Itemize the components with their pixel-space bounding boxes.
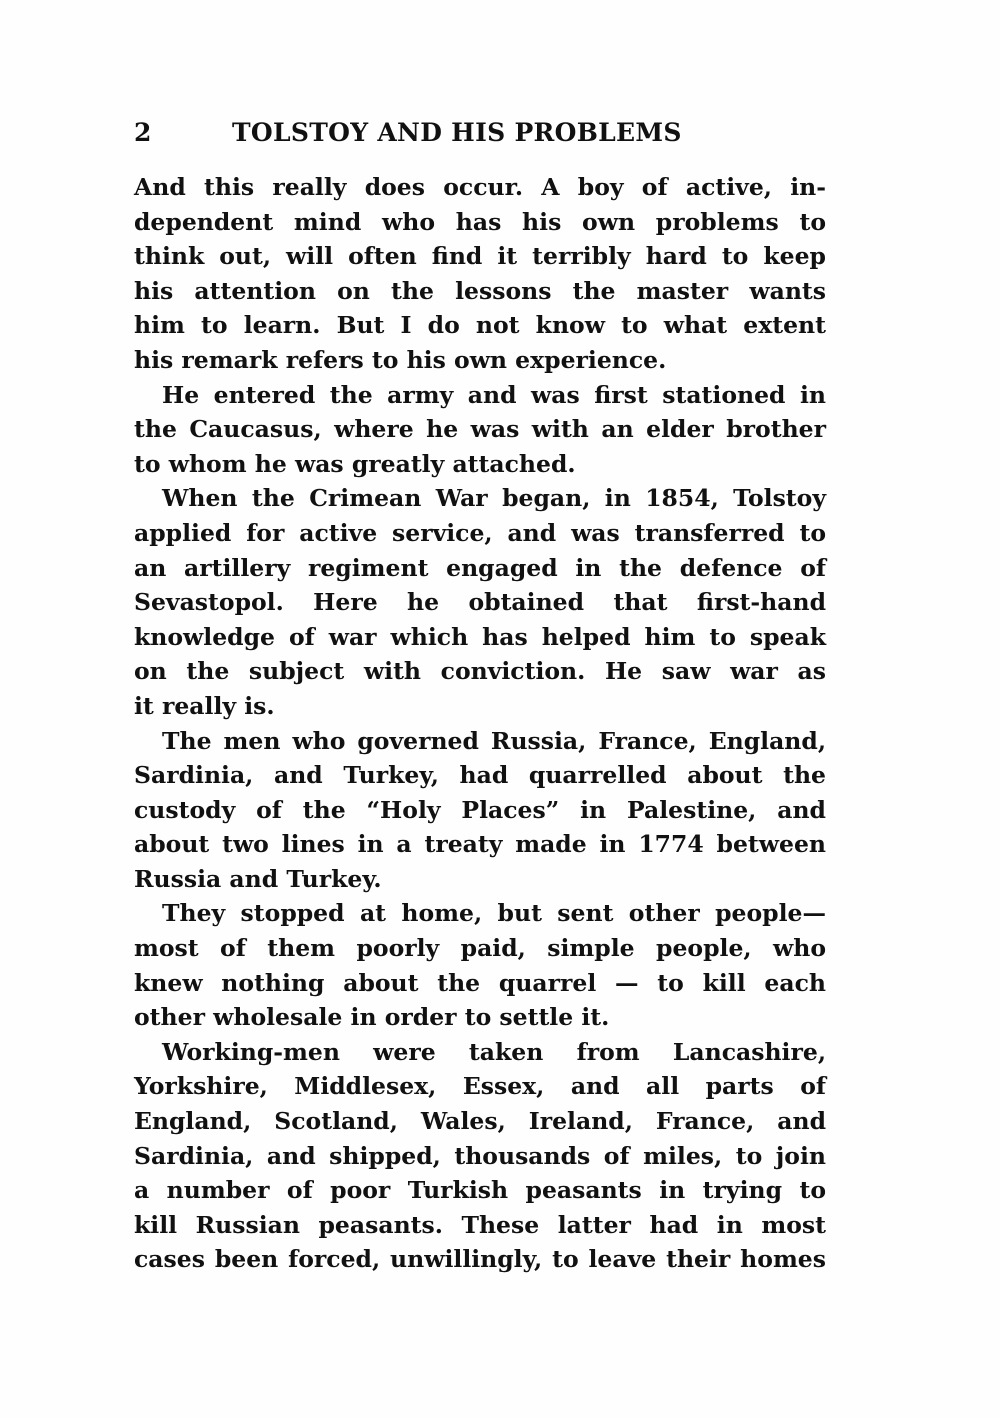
running-title: TOLSTOY AND HIS PROBLEMS: [232, 118, 682, 147]
body-text: [134, 170, 826, 1277]
text-line: Russia and Turkey.: [134, 864, 382, 893]
text-line: The men who governed Russia, France, England,: [162, 726, 826, 755]
text-line: to whom he was greatly attached.: [134, 449, 576, 478]
paragraph-4: [134, 724, 826, 897]
page-number: 2: [134, 118, 152, 147]
text-line: Sardinia, and shipped, thousands of miles, to join: [134, 1141, 826, 1170]
text-line: He entered the army and was first stationed in: [162, 380, 826, 409]
paragraph-2: [134, 378, 826, 482]
text-line: other wholesale in order to settle it.: [134, 1003, 610, 1032]
text-line: dependent mind who has his own problems to: [134, 207, 826, 236]
text-line: an artillery regiment engaged in the defence of: [134, 553, 826, 582]
page-header: [134, 113, 826, 153]
text-line: about two lines in a treaty made in 1774 between: [134, 830, 826, 859]
text-line: his remark refers to his own experience.: [134, 345, 667, 374]
text-line: most of them poorly paid, simple people, who: [134, 934, 826, 963]
text-line: knew nothing about the quarrel — to kill each: [134, 968, 826, 997]
text-line: Working-men were taken from Lancashire,: [162, 1037, 826, 1066]
text-line: When the Crimean War began, in 1854, Tolstoy: [162, 484, 826, 513]
text-line: Sevastopol. Here he obtained that first-hand: [134, 588, 826, 617]
text-line: kill Russian peasants. These latter had in most: [134, 1210, 826, 1239]
text-line: a number of poor Turkish peasants in trying to: [134, 1176, 826, 1205]
text-line: Yorkshire, Middlesex, Essex, and all parts of: [134, 1072, 826, 1101]
text-line: England, Scotland, Wales, Ireland, France, and: [134, 1107, 826, 1136]
paragraph-3: [134, 481, 826, 723]
paragraph-5: [134, 896, 826, 1034]
text-line: the Caucasus, where he was with an elder brother: [134, 415, 826, 444]
text-line: think out, will often find it terribly hard to keep: [134, 242, 826, 271]
paragraph-1: [134, 170, 826, 378]
text-line: his attention on the lessons the master wants: [134, 276, 826, 305]
text-line: Sardinia, and Turkey, had quarrelled about the: [134, 761, 826, 790]
paragraph-6: [134, 1035, 826, 1277]
text-line: him to learn. But I do not know to what extent: [134, 311, 826, 340]
text-line: on the subject with conviction. He saw war as: [134, 657, 826, 686]
text-line: knowledge of war which has helped him to speak: [134, 622, 826, 651]
text-line: cases been forced, unwillingly, to leave their homes: [134, 1245, 826, 1274]
text-line: it really is.: [134, 691, 275, 720]
text-line: custody of the “Holy Places” in Palestine, and: [134, 795, 826, 824]
text-line: And this really does occur. A boy of active, in-: [134, 173, 826, 201]
text-line: applied for active service, and was transferred to: [134, 518, 826, 547]
text-line: They stopped at home, but sent other people—: [162, 899, 826, 928]
